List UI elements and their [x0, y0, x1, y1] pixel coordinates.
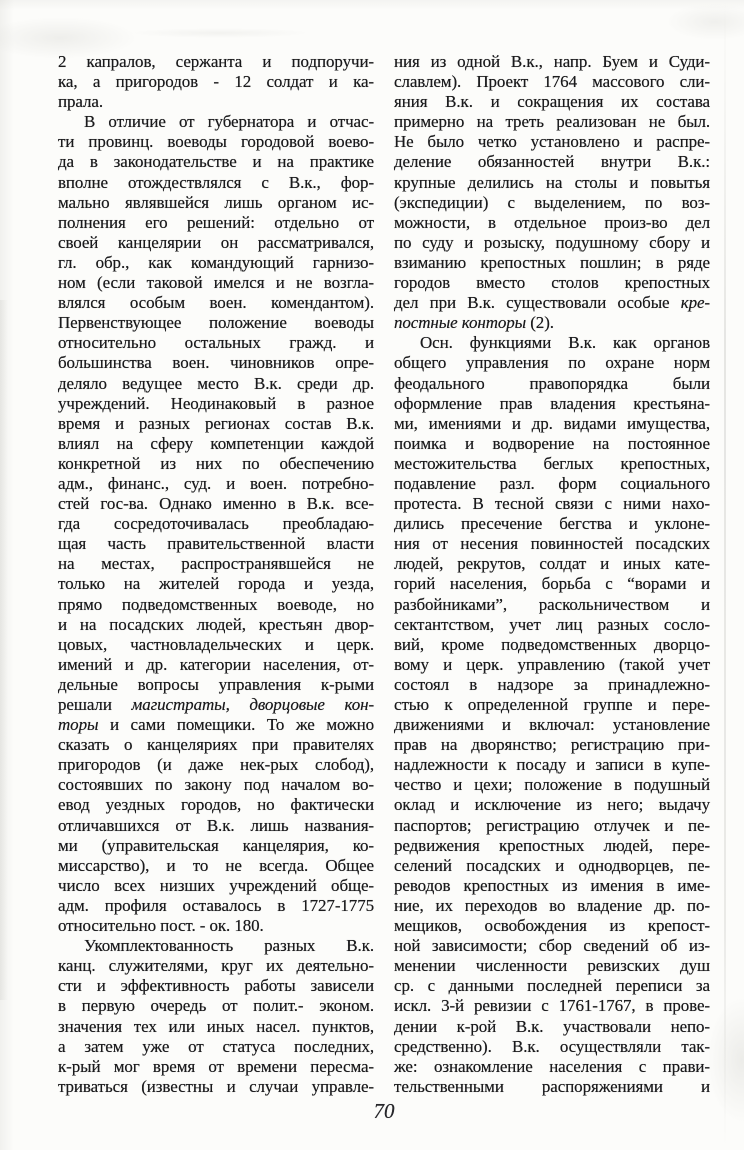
text-line: состоял в надзоре за принадлежно- — [394, 674, 710, 694]
text-line: мально являвшейся лишь органом ис- — [58, 192, 374, 212]
text-line: время и разных регионах состав В.к. — [58, 413, 374, 433]
text-line: адм. профиля оставалось в 1727-1775 — [58, 895, 374, 915]
page-number: 70 — [373, 1099, 395, 1123]
text-line: деление обязанностей внутри В.к.: — [394, 152, 710, 172]
text-line: 2 капралов, сержанта и подпоручи- — [58, 52, 374, 71]
text-line: по суду и розыску, подушному сбору и — [394, 232, 710, 252]
text-line: средственно). В.к. осуществляли так- — [394, 1036, 710, 1056]
text-line: сти и эффективность работы зависели — [58, 976, 374, 996]
text-line: прав на дворянство; регистрацию при- — [394, 735, 710, 755]
text-line: паспортов; регистрацию отлучек и пе- — [394, 815, 710, 835]
text-line: прямо подведомственных воеводе, но — [58, 594, 374, 614]
text-line: стью к определенной группе и пере- — [394, 695, 710, 714]
text-line: канц. служителями, круг их деятельно- — [58, 956, 374, 976]
text-line: искл. 3-й ревизии с 1761-1767, в прове- — [394, 996, 710, 1016]
text-line: людей, рекрутов, солдат и иных кате- — [394, 554, 710, 574]
text-line: менении численности ревизских душ — [394, 956, 710, 976]
text-line: цовых, частновладельческих и церк. — [58, 634, 374, 654]
text-line: поимка и водворение на постоянное — [394, 433, 710, 453]
text-line: имений и др. категории населения, от- — [58, 654, 374, 674]
text-line: ти провинц. воеводы городовой воево- — [58, 132, 374, 152]
text-line: а затем уже от статуса последних, — [58, 1036, 374, 1056]
text-line: относительно остальных гражд. и — [58, 333, 374, 353]
text-line: дении к-рой В.к. участвовали непо- — [394, 1016, 710, 1036]
text-line: гда сосредоточивалась преобладаю- — [58, 514, 374, 534]
text-line: состоявших по закону под началом во- — [58, 775, 374, 795]
text-line: да в законодательстве и на практике — [58, 152, 374, 172]
text-line: тельственными распоряжениями и — [394, 1076, 710, 1096]
text-line: значения тех или иных насел. пунктов, — [58, 1016, 374, 1036]
text-line: можности, в отдельное произ-во дел — [394, 212, 710, 232]
text-line: мещиков, освобождения из крепост- — [394, 916, 710, 936]
text-line: вому и церк. управлению (такой учет — [394, 654, 710, 674]
text-line: прала. — [58, 92, 103, 112]
text-line: полнения его решений: отдельно от — [58, 212, 374, 232]
text-line: большинства воен. чиновников опре- — [58, 353, 374, 373]
text-line: торы и сами помещики. То же можно — [58, 715, 374, 735]
text-line: стей гос-ва. Однако именно в В.к. все- — [58, 494, 374, 514]
text-line: же: ознакомление населения с прави- — [394, 1056, 710, 1076]
scan-artifact-top-smudge — [130, 28, 310, 38]
text-line: деляло ведущее место В.к. среди др. — [58, 373, 374, 393]
text-line: Осн. функциями В.к. как органов — [420, 333, 710, 353]
text-line: примерно на треть реализован не был. — [394, 112, 710, 132]
text-line: разбойниками”, раскольничеством и — [394, 594, 710, 614]
text-line: городов вместо столов крепостных — [394, 273, 710, 293]
text-line: отличавшихся от В.к. лишь названия- — [58, 815, 374, 835]
text-line: миссарство), и то не всегда. Общее — [58, 855, 374, 875]
text-line: (экспедиции) с выделением, по воз- — [394, 192, 710, 212]
text-line: своей канцелярии он рассматривался, — [58, 232, 374, 252]
text-line: дельные вопросы управления к-рыми — [58, 674, 374, 694]
text-line: ми, имениями и др. видами имущества, — [394, 413, 710, 433]
text-line: вполне отождествлялся с В.к., фор- — [58, 172, 374, 192]
text-line: ср. с данными последней переписи за — [394, 976, 710, 996]
text-line: Не было четко установлено и распре- — [394, 132, 710, 152]
text-line: влиял на сферу компетенции каждой — [58, 433, 374, 453]
text-line: и на посадских людей, крестьян двор- — [58, 614, 374, 634]
scan-artifact-right-edge — [724, 0, 726, 1150]
text-line: ми (управительская канцелярия, ко- — [58, 835, 374, 855]
text-line: Укомплектованность разных В.к. — [84, 936, 374, 956]
text-line: местожительства беглых крепостных, — [394, 453, 710, 473]
text-column-right — [394, 52, 710, 1097]
text-line: ния из одной В.к., напр. Буем и Суди- — [394, 52, 710, 71]
text-line: решали магистраты, дворцовые кон- — [58, 695, 375, 714]
text-line: сказать о канцеляриях при правителях — [58, 735, 374, 755]
text-line: ния от несения повинностей посадских — [394, 534, 710, 554]
text-line: вий, кроме подведомственных дворцо- — [394, 634, 710, 654]
text-line: движениями и включал: установление — [394, 715, 710, 735]
text-line: Первенствующее положение воеводы — [58, 313, 374, 333]
text-line: ка, а пригородов - 12 солдат и ка- — [58, 72, 374, 92]
text-line: к-рый мог время от времени пересма- — [58, 1056, 374, 1076]
text-line: В отличие от губернатора и отчас- — [84, 112, 374, 132]
text-line: число всех низших учреждений обще- — [58, 875, 374, 895]
text-line: дились пресечение бегства и уклоне- — [394, 514, 710, 534]
text-line: горий населения, борьба с “ворами и — [394, 574, 710, 594]
text-line: адм., финанс., суд. и воен. потребно- — [58, 473, 374, 493]
text-line: надлежности к посаду и записи в купе- — [394, 755, 710, 775]
text-line: в первую очередь от полит.- эконом. — [58, 996, 374, 1016]
text-line: конкретной из них по обеспечению — [58, 453, 374, 473]
text-line: постные конторы (2). — [394, 313, 554, 333]
text-line: ном (если таковой имелся и не возгла- — [58, 273, 374, 293]
text-line: ной зависимости; сбор сведений об из- — [394, 936, 710, 956]
text-line: сектантством, учет лиц разных сосло- — [394, 614, 710, 634]
text-line: протеста. В тесной связи с ними нахо- — [394, 494, 710, 514]
text-line: яния В.к. и сокращения их состава — [394, 92, 710, 112]
text-line: евод уездных городов, но фактически — [58, 795, 374, 815]
text-line: влялся особым воен. комендантом). — [58, 293, 374, 313]
text-line: учреждений. Неодинаковый в разное — [58, 393, 374, 413]
text-line: оформление прав владения крестьяна- — [394, 393, 710, 413]
text-line: щая часть правительственной власти — [58, 534, 374, 554]
text-line: пригородов (и даже нек-рых слобод), — [58, 755, 374, 775]
text-line: крупные делились на столы и повытья — [394, 172, 710, 192]
text-line: взиманию крепостных пошлин; в ряде — [394, 252, 710, 272]
text-line: только на жителей города и уезда, — [58, 574, 374, 594]
text-line: реводов крепостных из имения в име- — [394, 875, 710, 895]
text-line: подавление разл. форм социального — [394, 473, 710, 493]
text-line: ние, их переходов во владение др. по- — [394, 895, 710, 915]
text-line: селений посадских и однодворцев, пе- — [394, 855, 710, 875]
text-line: чество и цехи; положение в подушный — [394, 775, 710, 795]
text-line: триваться (известны и случаи управле- — [58, 1076, 374, 1096]
text-line: редвижения крепостных людей, пере- — [394, 835, 710, 855]
text-column-left — [58, 52, 374, 1097]
text-line: дел при В.к. существовали особые кре- — [394, 293, 710, 313]
text-line: славлем). Проект 1764 массового сли- — [394, 72, 710, 92]
text-line: относительно пост. - ок. 180. — [58, 916, 264, 936]
text-line: на местах, распространявшейся не — [58, 554, 374, 574]
text-line: феодального правопорядка были — [394, 373, 710, 393]
scan-artifact-left-smudge — [0, 300, 8, 1000]
text-line: гл. обр., как командующий гарнизо- — [58, 252, 374, 272]
text-line: общего управления по охране норм — [394, 353, 710, 373]
text-line: оклад и исключение из него; выдачу — [394, 795, 710, 815]
